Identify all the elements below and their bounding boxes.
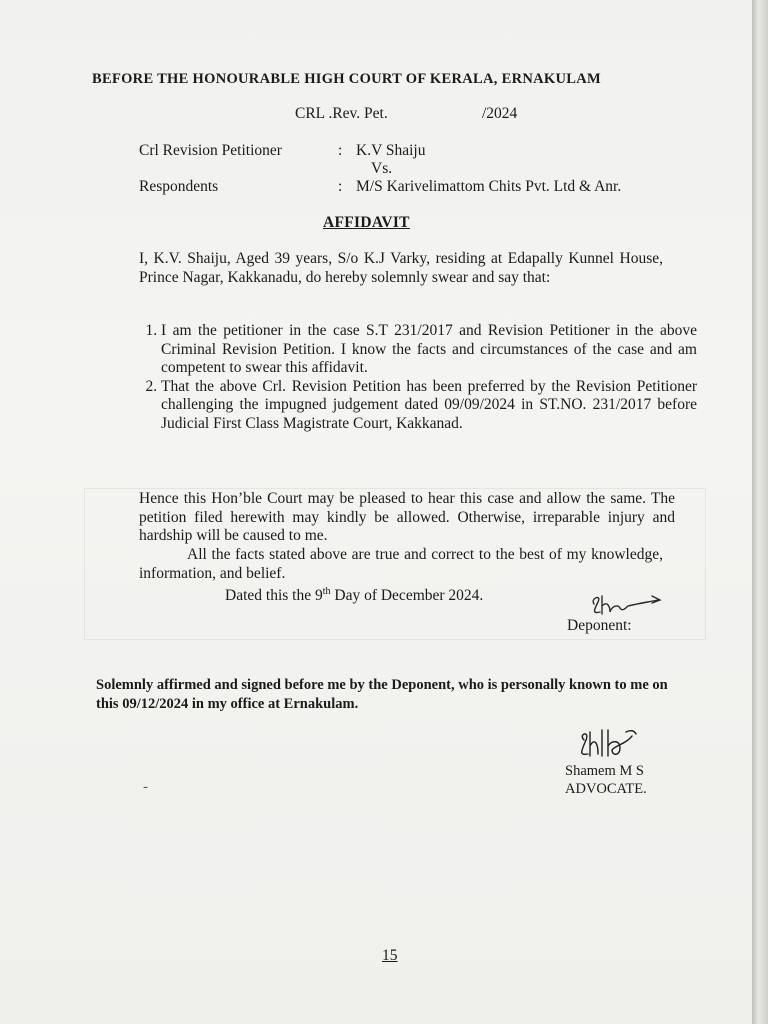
advocate-signature: [576, 728, 646, 762]
deponent-label: Deponent:: [567, 617, 632, 634]
intro-paragraph: I, K.V. Shaiju, Aged 39 years, S/o K.J Varky, residing at Edapally Kunnel House, Prince Nagar, Kakkanadu, do hereby solemnly swear and say that:: [139, 250, 663, 286]
respondent-colon: :: [338, 178, 343, 195]
respondent-label: Respondents: [139, 178, 219, 195]
page-edge-shadow: [752, 0, 768, 1024]
dated-ordinal: th: [322, 586, 331, 597]
petitioner-colon: :: [338, 142, 343, 159]
dated-line: [225, 583, 483, 605]
prayer-paragraph: Hence this Hon’ble Court may be pleased to hear this case and allow the same. The petition filed herewith may kindly be allowed. Otherwise, irreparable injury and hardship will be caused to me.: [139, 490, 675, 544]
dated-prefix: Dated this the 9: [225, 587, 323, 605]
deponent-signature: [588, 590, 668, 620]
advocate-role: ADVOCATE.: [565, 781, 647, 797]
respondent-name: M/S Karivelimattom Chits Pvt. Ltd & Anr.: [356, 178, 622, 195]
versus-label: Vs.: [371, 160, 393, 177]
court-title: BEFORE THE HONOURABLE HIGH COURT OF KERALA, ERNAKULAM: [92, 71, 601, 87]
affirmation-paragraph: Solemnly affirmed and signed before me by the Deponent, who is personally known to me on this 09/12/2024 in my office at Ernakulam.: [96, 677, 668, 712]
verification-paragraph: All the facts stated above are true and correct to the best of my knowledge, information, and belief.: [139, 546, 663, 582]
page-number: 15: [382, 947, 398, 964]
petitioner-name: K.V Shaiju: [356, 142, 426, 159]
advocate-name: Shamem M S: [565, 763, 644, 779]
affidavit-heading: AFFIDAVIT: [323, 214, 410, 231]
list-item: 2. That the above Crl. Revision Petition has been preferred by the Revision Petitioner challenging the impugned judgement dated 09/09/2024 in ST.NO. 231/2017 before Judicial First Class Magistrate Court, Kakkanad.: [161, 378, 697, 434]
list-item: 1. I am the petitioner in the case S.T 231/2017 and Revision Petitioner in the above Criminal Revision Petition. I know the facts and circumstances of the case and am competent to swear this affidavit.: [161, 322, 697, 378]
case-year: /2024: [482, 105, 518, 122]
stray-mark: -: [143, 779, 148, 795]
dated-suffix: Day of December 2024.: [330, 587, 484, 605]
case-number: CRL .Rev. Pet.: [295, 105, 388, 122]
petitioner-label: Crl Revision Petitioner: [139, 142, 282, 159]
affidavit-points-list: [139, 322, 697, 433]
